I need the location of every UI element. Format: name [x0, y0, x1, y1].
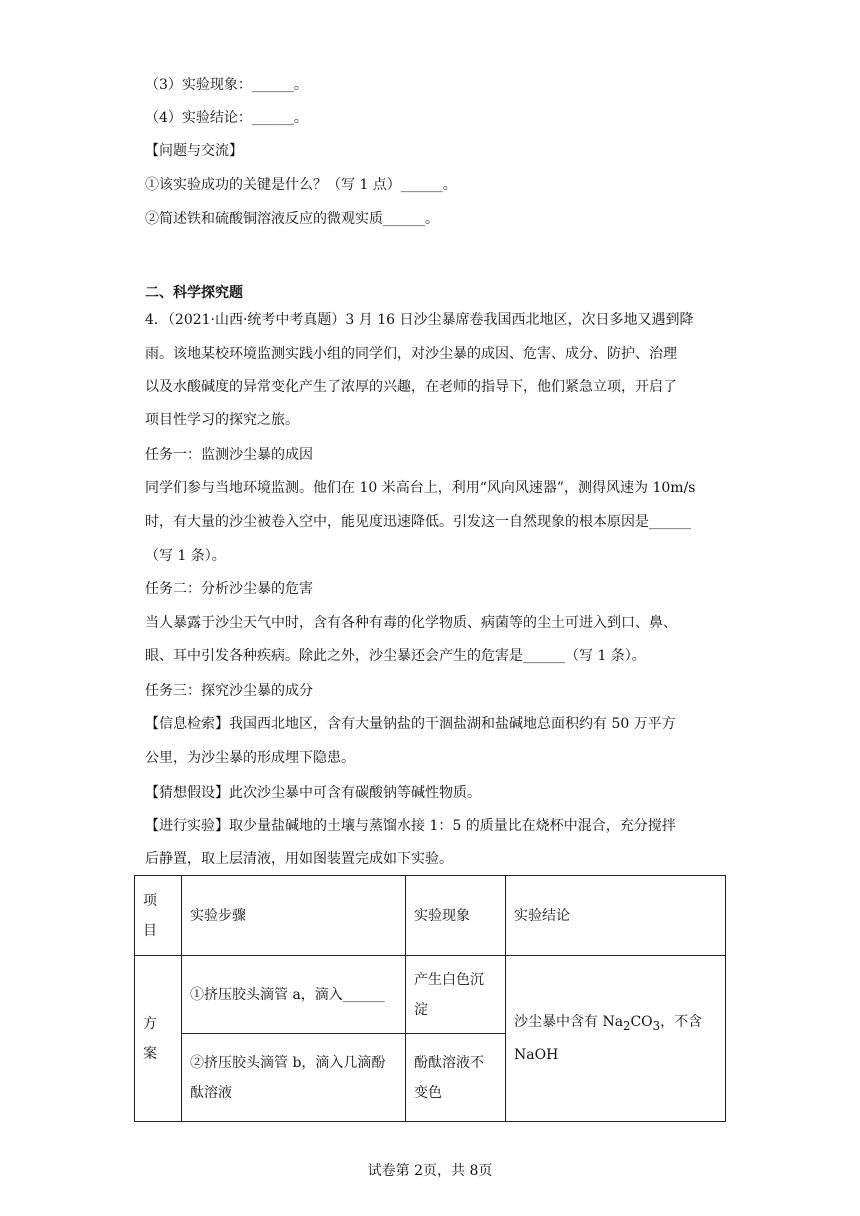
conclusion-subscript-2: 3 — [652, 1018, 661, 1033]
question-4-line-1: 4．（2021·山西·统考中考真题）3 月 16 日沙尘暴席卷我国西北地区，次日多地又遇到降 — [145, 312, 694, 328]
header-item — [135, 876, 182, 956]
answer-line-4: （4）实验结论：______。 — [145, 110, 308, 126]
task-2-line-1: 当人暴露于沙尘天气中时，含有各种有毒的化学物质、病菌等的尘土可进入到口、鼻、 — [145, 615, 677, 631]
info-search-line-1: 【信息检索】我国西北地区，含有大量钠盐的干涸盐湖和盐碱地总面积约有 50 万平方 — [145, 716, 676, 732]
step-1: ①挤压胶头滴管 a，滴入______ — [182, 956, 406, 1034]
experiment-line-1: 【进行实验】取少量盐碱地的土壤与蒸馏水接 1：5 的质量比在烧杯中混合，充分搅拌 — [145, 818, 676, 834]
discussion-q2: ②简述铁和硫酸铜溶液反应的微观实质______。 — [145, 211, 439, 227]
header-item-line-1: 项 — [143, 892, 157, 909]
task-1-title: 任务一：监测沙尘暴的成因 — [145, 447, 313, 463]
step-2 — [182, 1034, 406, 1122]
question-4-line-4: 项目性学习的探究之旅。 — [145, 412, 299, 428]
phenomenon-2 — [406, 1034, 506, 1122]
phenomenon-1-line-1: 产生白色沉 — [414, 971, 484, 988]
conclusion — [506, 956, 726, 1122]
info-search-line-2: 公里，为沙尘暴的形成埋下隐患。 — [145, 750, 355, 766]
phenomenon-2-line-1: 酚酞溶液不 — [414, 1054, 484, 1071]
task-1-line-3: （写 1 条）。 — [145, 548, 226, 564]
conclusion-subscript-1: 2 — [623, 1018, 631, 1033]
conclusion-text-a: 沙尘暴中含有 Na — [514, 1013, 624, 1030]
conclusion-line-2: NaOH — [514, 1047, 559, 1064]
experiment-table — [134, 875, 726, 1122]
section-title: 二、科学探究题 — [145, 285, 243, 301]
task-1-line-2: 时，有大量的沙尘被卷入空中，能见度迅速降低。引发这一自然现象的根本原因是______ — [145, 514, 691, 530]
conclusion-line-1 — [514, 1007, 717, 1041]
plan-label — [135, 956, 182, 1122]
task-1-line-1: 同学们参与当地环境监测。他们在 10 米高台上，利用“风向风速器”，测得风速为 10m/s — [145, 480, 696, 496]
hypothesis-line: 【猜想假设】此次沙尘暴中可含有碳酸钠等碱性物质。 — [145, 785, 481, 801]
header-steps: 实验步骤 — [182, 876, 406, 956]
phenomenon-1 — [406, 956, 506, 1034]
task-2-title: 任务二：分析沙尘暴的危害 — [145, 581, 313, 597]
discussion-heading: 【问题与交流】 — [145, 143, 243, 159]
step-2-line-2: 酞溶液 — [190, 1084, 232, 1101]
experiment-line-2: 后静置，取上层清液，用如图装置完成如下实验。 — [145, 851, 453, 867]
header-conclusion: 实验结论 — [506, 876, 726, 956]
question-4-line-2: 雨。该地某校环境监测实践小组的同学们，对沙尘暴的成因、危害、成分、防护、治理 — [145, 346, 677, 362]
question-4-line-3: 以及水酸碱度的异常变化产生了浓厚的兴趣，在老师的指导下，他们紧急立项，开启了 — [145, 379, 677, 395]
plan-label-line-1: 方 — [143, 1015, 157, 1032]
table-row — [135, 956, 726, 1034]
plan-label-line-2: 案 — [143, 1045, 157, 1062]
phenomenon-2-line-2: 变色 — [414, 1084, 442, 1101]
conclusion-text-c: ，不含 — [660, 1013, 703, 1030]
discussion-q1: ①该实验成功的关键是什么？（写 1 点）______。 — [145, 177, 457, 193]
answer-line-3: （3）实验现象：______。 — [145, 77, 308, 93]
header-phenomenon: 实验现象 — [406, 876, 506, 956]
phenomenon-1-line-2: 淀 — [414, 1001, 428, 1018]
header-item-line-2: 目 — [143, 922, 157, 939]
task-3-title: 任务三：探究沙尘暴的成分 — [145, 683, 313, 699]
task-2-line-2: 眼、耳中引发各种疾病。除此之外，沙尘暴还会产生的危害是______（写 1 条）。 — [145, 648, 646, 664]
table-header-row — [135, 876, 726, 956]
conclusion-text-b: CO — [630, 1013, 653, 1030]
page-footer: 试卷第 2页，共 8页 — [367, 1163, 493, 1179]
step-2-line-1: ②挤压胶头滴管 b，滴入几滴酚 — [190, 1054, 386, 1071]
